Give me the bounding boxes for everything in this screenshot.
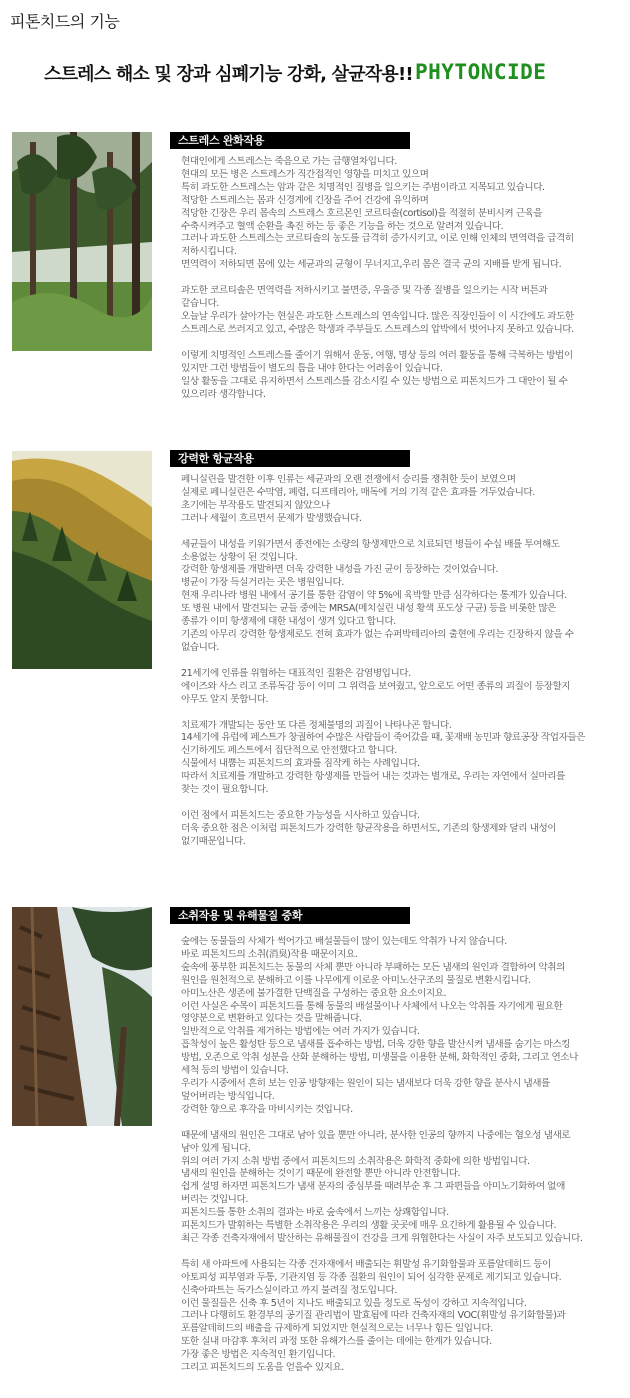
paragraph-line: 현재 우리나라 병원 내에서 공기를 통한 감염이 약 5%에 육박할 만큼 심각하다는 통계가 있습니다. [181, 590, 567, 602]
paragraph-line: 아미노산은 생존에 불가결한 단백질을 구성하는 중요한 요소이지요. [181, 987, 447, 999]
paragraph-line: 가장 좋은 방법은 지속적인 환기입니다. [181, 1349, 336, 1361]
paragraph-line: 초기에는 부작용도 발견되지 않았으나 [181, 499, 330, 511]
paragraph-line: 남아 있게 됩니다. [181, 1142, 251, 1154]
paragraph-line: 적당한 스트레스는 몸과 신경계에 긴장을 주어 건강에 유익하며 [181, 194, 429, 206]
paragraph-line: 그러나 다행히도 환경부의 공기질 관리법이 발효됨에 따라 건축자재의 VOC(휘발성 유기화합물)과 [181, 1310, 566, 1322]
paragraph-line: 바로 피톤치드의 소취(消臭)작용 때문이지요. [181, 948, 358, 960]
paragraph-line: 특히 새 아파트에 사용되는 각종 건자재에서 배출되는 휘발성 유기화합물과 포름알데히드 등이 [181, 1258, 551, 1270]
paragraph-line: 페니실린을 발견한 이후 인류는 세균과의 오랜 전쟁에서 승리를 쟁취한 듯이 보였으며 [181, 474, 516, 485]
paragraph-line: 실제로 페니실린은 수막염, 폐렴, 디프테리아, 매독에 거의 기적 같은 효과를 거두었습니다. [181, 486, 535, 498]
paragraph-line: 소용없는 상황이 된 것입니다. [181, 551, 298, 563]
paragraph-line: 오늘날 우리가 살아가는 현실은 과도한 스트레스의 연속입니다. 많은 직장인들이 이 시간에도 과도한 [181, 310, 574, 322]
paragraph-line: 없습니다. [181, 641, 219, 653]
paragraph-line: 면역력이 저하되면 몸에 있는 세균과의 균형이 무너지고,우리 몸은 결국 균의 지배를 받게 됩니다. [181, 259, 562, 271]
paragraph-line: 현대의 모든 병은 스트레스가 직간접적인 영향을 미치고 있으며 [181, 168, 429, 180]
page-title: 피톤치드의 기능 [10, 12, 120, 31]
paragraph-line: 있으리라 생각합니다. [181, 388, 266, 400]
hillside-forest-photo [12, 451, 152, 669]
pine-trunk-photo [12, 907, 152, 1126]
paragraph-line: 위의 여러 가지 소취 방법 중에서 피톤치드의 소취작용은 화학적 중화에 의한 방법입니다. [181, 1155, 530, 1167]
paragraph-line: 강력한 항생제를 개발하면 더욱 강력한 내성을 가진 균이 등장하는 것이었습니다. [181, 564, 498, 576]
forest-pine-trees-photo [12, 132, 152, 351]
paragraph-line: 숲에는 동물들의 사체가 썩어가고 배설물들이 많이 있는데도 악취가 나지 않습니다. [181, 936, 507, 947]
paragraph-line: 때문에 냄새의 원인은 그대로 남아 있을 뿐만 아니라, 분사한 인공의 향까지 나중에는 혐오성 냄새로 [181, 1129, 571, 1141]
paragraph-line: 이런 점에서 피톤치드는 중요한 가능성을 시사하고 있습니다. [181, 809, 420, 821]
section-body-antibacterial [181, 474, 621, 849]
paragraph-line: 우리가 시중에서 흔히 보는 인공 방향제는 원인이 되는 냄새보다 더욱 강한 향을 분사시 냄새를 [181, 1077, 550, 1089]
paragraph-line: 저하시킵니다. [181, 246, 237, 258]
paragraph-line: 신기하게도 페스트에서 집단적으로 안전했다고 합니다. [181, 745, 397, 757]
paragraph-line: 세균들이 내성을 키워가면서 종전에는 소량의 항생제만으로 치료되던 병들이 수십 배를 투여해도 [181, 538, 560, 550]
section-body-stress [181, 156, 621, 401]
paragraph-line: 없기때문입니다. [181, 835, 246, 847]
paragraph-line: 숲속에 풍부한 피톤치드는 동물의 사체 뿐만 아니라 부패하는 모든 냄새의 원인과 결합하여 악취의 [181, 961, 565, 973]
paragraph-line: 21세기에 인류를 위협하는 대표적인 질환은 감염병입니다. [181, 667, 411, 679]
headline: 스트레스 해소 및 장과 심폐기능 강화, 살균작용!! [44, 64, 413, 85]
paragraph-line: 그리고 피톤치드의 도움을 얻을수 있지요. [181, 1362, 344, 1374]
paragraph-line: 이런 사실은 수목이 피톤치드를 통해 동물의 배설물이나 사체에서 나오는 악취를 자기에게 필요한 [181, 1000, 563, 1012]
paragraph-line: 그러나 과도한 스트레스는 코르티솔의 농도를 급격히 증가시키고, 이로 인해 인체의 면역력을 급격히 [181, 233, 574, 245]
paragraph-line: 에이즈와 사스 리고 조류독감 등이 이미 그 위력을 보여줬고, 앞으로도 어떤 종류의 괴질이 등장할지 [181, 680, 571, 692]
paragraph-line: 흡착성이 높은 활성탄 등으로 냄새를 흡수하는 방법, 더욱 강한 향을 발산시켜 냄새를 숨기는 마스킹 [181, 1039, 571, 1051]
paragraph-line: 신축아파트는 독가스실이라고 까지 불려질 정도입니다. [181, 1284, 397, 1296]
paragraph-line: 이렇게 치명적인 스트레스를 줄이기 위해서 운동, 여행, 명상 등의 여러 활동을 통해 극복하는 방법이 [181, 349, 573, 361]
paragraph-line: 식물에서 내뿜는 피톤치드의 효과를 짐작케 하는 사례입니다. [181, 758, 420, 770]
paragraph-line: 일반적으로 악취를 제거하는 방법에는 여러 가지가 있습니다. [181, 1026, 420, 1038]
paragraph-line: 수축시켜주고 혈액 순환을 촉진 하는 등 좋은 기능을 하는 것으로 알려져 있습니다. [181, 220, 504, 232]
paragraph-line: 과도한 코르티솔은 면역력을 저하시키고 불면증, 우울증 및 각종 질병을 일으키는 시작 버튼과 [181, 285, 548, 297]
paragraph-line: 치료제가 개발되는 동안 또 다른 정체불명의 괴질이 나타나곤 합니다. [181, 719, 452, 731]
paragraph-line: 방법, 오존으로 악취 성분을 산화 분해하는 방법, 미생물을 이용한 분해, 화학적인 중화, 그리고 연소나 [181, 1052, 578, 1064]
paragraph-line: 이런 물질들은 신축 후 5년이 지나도 배출되고 있을 정도로 독성이 강하고 지속적입니다. [181, 1297, 527, 1309]
section-heading-antibacterial: 강력한 항균작용 [170, 450, 410, 467]
paragraph-line: 원인을 원천적으로 분해하고 이를 나무에게 이로운 아미노산구조의 물질로 변환시킵니다. [181, 974, 531, 986]
brand-wordmark: PHYTONCIDE [415, 60, 547, 84]
section-heading-stress: 스트레스 완화작용 [170, 132, 410, 149]
section-heading-deodorizing: 소취작용 및 유해물질 중화 [170, 907, 410, 924]
paragraph-line: 일상 활동을 그대로 유지하면서 스트레스를 감소시킬 수 있는 방법으로 피톤치드가 그 대안이 될 수 [181, 375, 568, 387]
paragraph-line: 최근 각종 건축자재에서 발산하는 유해물질이 건강을 크게 위협한다는 사실이 자주 보도되고 있습니다. [181, 1232, 583, 1244]
paragraph-line: 적당한 긴장은 우리 몸속의 스트레스 호르몬인 코르티솔(cortisol)을 적절히 분비시켜 근육을 [181, 207, 543, 219]
paragraph-line: 기존의 아무리 강력한 항생제로도 전혀 효과가 없는 슈퍼박테리아의 출현에 우리는 긴장하지 않을 수 [181, 628, 574, 640]
paragraph-line: 더욱 중요한 점은 이처럼 피톤치드가 강력한 항균작용을 하면서도, 기존의 항생제와 달리 내성이 [181, 822, 557, 834]
paragraph-line: 아토피성 피부염과 두통, 기관지염 등 각종 질환의 원인이 되어 심각한 문제로 제기되고 있습니다. [181, 1271, 562, 1283]
paragraph-line: 병균이 가장 득실거리는 곳은 병원입니다. [181, 577, 344, 589]
paragraph-line: 특히 과도한 스트레스는 암과 같은 치명적인 질병을 일으키는 주범이라고 지목되고 있습니다. [181, 181, 545, 193]
paragraph-line: 포름알데히드의 배출을 규제하게 되었지만 현실적으로는 너무나 힘든 일입니다. [181, 1323, 493, 1335]
paragraph-line: 버리는 것입니다. [181, 1194, 248, 1206]
paragraph-line: 세척 등의 방법이 있습니다. [181, 1065, 289, 1077]
paragraph-line: 같습니다. [181, 298, 219, 310]
paragraph-line: 피톤치드가 발휘하는 특별한 소취작용은 우리의 생활 곳곳에 매우 요긴하게 활용될 수 있습니다. [181, 1220, 557, 1232]
paragraph-line: 스트레스로 쓰러지고 있고, 수많은 학생과 주부들도 스트레스의 압박에서 벗어나지 못하고 있습니다. [181, 323, 574, 335]
paragraph-line: 쉽게 설명 하자면 피톤치드가 냄새 분자의 중심부를 때려부순 후 그 파편들을 아미노기화하여 없애 [181, 1181, 565, 1193]
paragraph-line: 찾는 것이 필요합니다. [181, 784, 269, 796]
paragraph-line: 있지만 그런 방법들이 별도의 틈을 내야 한다는 어려움이 있습니다. [181, 362, 443, 374]
paragraph-line: 또 병원 내에서 발견되는 균들 중에는 MRSA(메치실린 내성 황색 포도상 구균) 등을 비롯한 많은 [181, 603, 556, 615]
paragraph-line: 덮어버리는 방식입니다. [181, 1090, 275, 1102]
paragraph-line: 영양분으로 변환하고 있다는 것을 말해줍니다. [181, 1013, 362, 1025]
paragraph-line: 아무도 알지 못합니다. [181, 693, 269, 705]
paragraph-line: 냄새의 원인을 분해하는 것이기 때문에 완전할 뿐만 아니라 안전합니다. [181, 1168, 461, 1180]
paragraph-line: 또한 실내 마감후 후처리 과정 또한 유해가스를 줄이는 데에는 한계가 있습니다. [181, 1336, 492, 1348]
paragraph-line: 강력한 향으로 후각을 마비시키는 것입니다. [181, 1103, 353, 1115]
paragraph-line: 종류가 이미 항생제에 대한 내성이 생겨 있다고 합니다. [181, 616, 396, 628]
paragraph-line: 14세기에 유럽에 페스트가 창궐하여 수많은 사람들이 죽어갔을 때, 꽃재배 농민과 향료공장 작업자들은 [181, 732, 586, 744]
paragraph-line: 그러나 세월이 흐르면서 문제가 발생했습니다. [181, 512, 362, 524]
paragraph-line: 피톤치드를 통한 소취의 결과는 바로 숲속에서 느끼는 상쾌함입니다. [181, 1207, 449, 1219]
paragraph-line: 현대인에게 스트레스는 죽음으로 가는 급행열차입니다. [181, 156, 397, 167]
paragraph-line: 따라서 치료제를 개발하고 강력한 항생제를 만들어 내는 것과는 별개로, 우리는 자연에서 실마리를 [181, 771, 565, 783]
section-body-deodorizing [181, 936, 621, 1375]
